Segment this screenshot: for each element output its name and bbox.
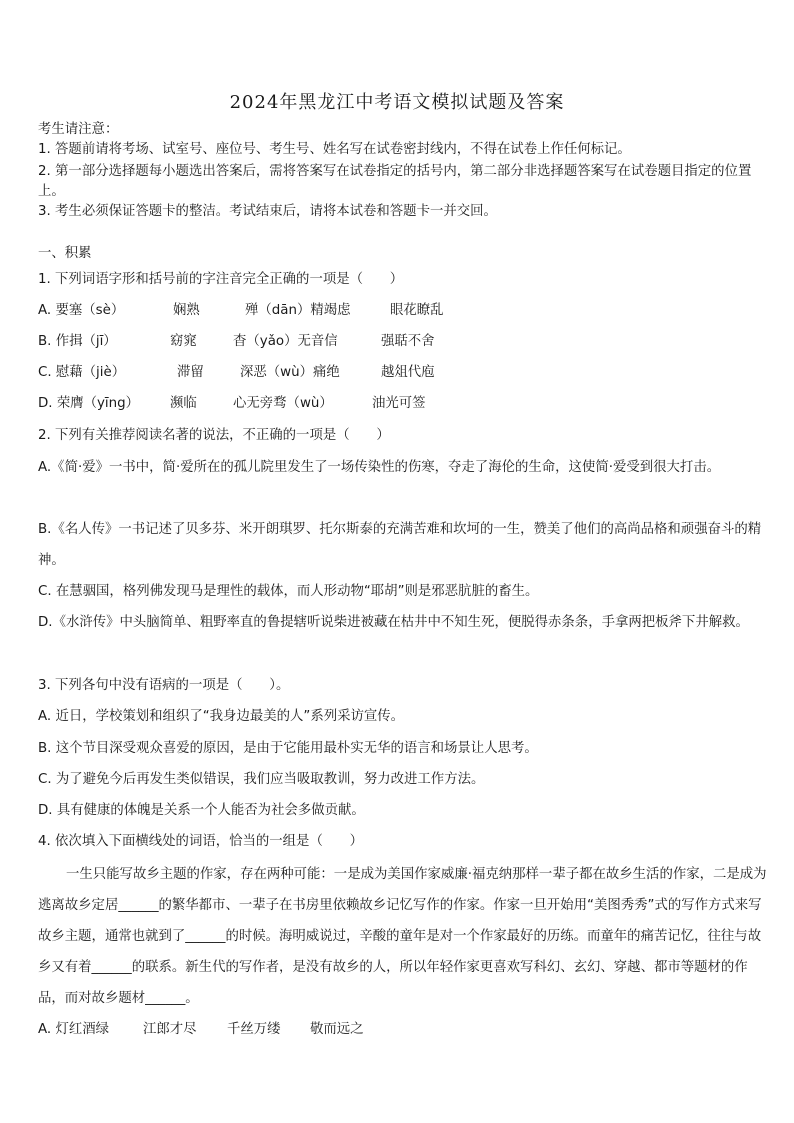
page-title: 2024年黑龙江中考语文模拟试题及答案 <box>229 92 565 113</box>
question-2-option-b: B.《名人传》一书记述了贝多芬、米开朗琪罗、托尔斯泰的充满苦难和坎坷的一生，赞美了他们的高尚品格和顽强奋斗的精神。 <box>38 522 762 568</box>
option-word: 油光可签 <box>372 396 426 411</box>
question-4-passage: 一生只能写故乡主题的作家，存在两种可能：一是成为美国作家威廉·福克纳那样一辈子都在故乡生活的作家，二是成为逃离故乡定居______的繁华都市、一辈子在书房里依赖故乡记忆写作的作家。作家一旦开始用“美图秀秀”式的写作方式来写故乡主题，通常也就到了______的时候。海明威说过，辛酸的童年是对一个作家最好的历练。而童年的痛苦记忆，往往与故乡又有着______的联系。新生代的写作者，是没有故乡的人，所以年轻作家更喜欢写科幻、玄幻、穿越、都市等题材的作品，而对故乡题材______。 <box>38 867 767 1006</box>
question-1-option-b <box>38 333 768 351</box>
option-label: B. 作揖（jī） <box>38 334 117 349</box>
question-4-option-a <box>38 1021 768 1039</box>
question-3-stem: 3. 下列各句中没有语病的一项是（ ）。 <box>38 678 290 693</box>
option-word: 心无旁骛（wù） <box>233 396 333 411</box>
option-word: 眼花瞭乱 <box>390 303 444 318</box>
option-word: 越俎代庖 <box>381 365 435 380</box>
question-1-option-d <box>38 395 768 413</box>
option-word: 江郎才尽 <box>143 1022 197 1037</box>
option-word: 濒临 <box>170 396 197 411</box>
option-word: 殚（dān）精竭虑 <box>245 303 351 318</box>
option-word: 滞留 <box>177 365 204 380</box>
question-2-option-c: C. 在慧骃国，格列佛发现马是理性的载体，而人形动物“耶胡”则是邪恶肮脏的畜生。 <box>38 584 539 599</box>
question-2-option-d: D.《水浒传》中头脑简单、粗野率直的鲁提辖听说柴进被藏在枯井中不知生死，便脱得赤条条，手拿两把板斧下井解救。 <box>38 615 749 630</box>
question-3-option-b: B. 这个节目深受观众喜爱的原因，是由于它能用最朴实无华的语言和场景让人思考。 <box>38 741 538 756</box>
question-2-option-a: A.《简·爱》一书中，简·爱所在的孤儿院里发生了一场传染性的伤寒，夺走了海伦的生命，这使简·爱受到很大打击。 <box>38 460 721 475</box>
section-heading: 一、积累 <box>38 246 92 261</box>
option-label: A. 灯红酒绿 <box>38 1022 109 1037</box>
option-word: 杳（yǎo）无音信 <box>233 334 338 349</box>
question-2-stem: 2. 下列有关推荐阅读名著的说法，不正确的一项是（ ） <box>38 428 390 443</box>
question-3-option-a: A. 近日，学校策划和组织了“我身边最美的人”系列采访宣传。 <box>38 709 405 724</box>
option-label: C. 慰藉（jiè） <box>38 365 126 380</box>
option-label: A. 要塞（sè） <box>38 303 125 318</box>
notice-item-2: 2. 第一部分选择题每小题选出答案后，需将答案写在试卷指定的括号内，第二部分非选择题答案写在试卷题目指定的位置上。 <box>38 164 752 199</box>
question-1-option-c <box>38 364 768 382</box>
notice-heading: 考生请注意： <box>38 122 119 137</box>
option-word: 娴熟 <box>173 303 200 318</box>
notice-item-1: 1. 答题前请将考场、试室号、座位号、考生号、姓名写在试卷密封线内，不得在试卷上作任何标记。 <box>38 142 631 157</box>
option-word: 强聒不舍 <box>381 334 435 349</box>
option-word: 敬而远之 <box>310 1022 364 1037</box>
question-1-stem: 1. 下列词语字形和括号前的字注音完全正确的一项是（ ） <box>38 272 404 287</box>
notice-item-3: 3. 考生必须保证答题卡的整洁。考试结束后，请将本试卷和答题卡一并交回。 <box>38 204 497 219</box>
option-word: 窈窕 <box>170 334 197 349</box>
option-word: 千丝万缕 <box>227 1022 281 1037</box>
option-label: D. 荣膺（yīng） <box>38 396 140 411</box>
option-word: 深恶（wù）痛绝 <box>240 365 340 380</box>
question-3-option-d: D. 具有健康的体魄是关系一个人能否为社会多做贡献。 <box>38 803 365 818</box>
question-4-stem: 4. 依次填入下面横线处的词语，恰当的一组是（ ） <box>38 834 364 849</box>
question-1-option-a <box>38 302 768 320</box>
question-3-option-c: C. 为了避免今后再发生类似错误，我们应当吸取教训，努力改进工作方法。 <box>38 772 485 787</box>
